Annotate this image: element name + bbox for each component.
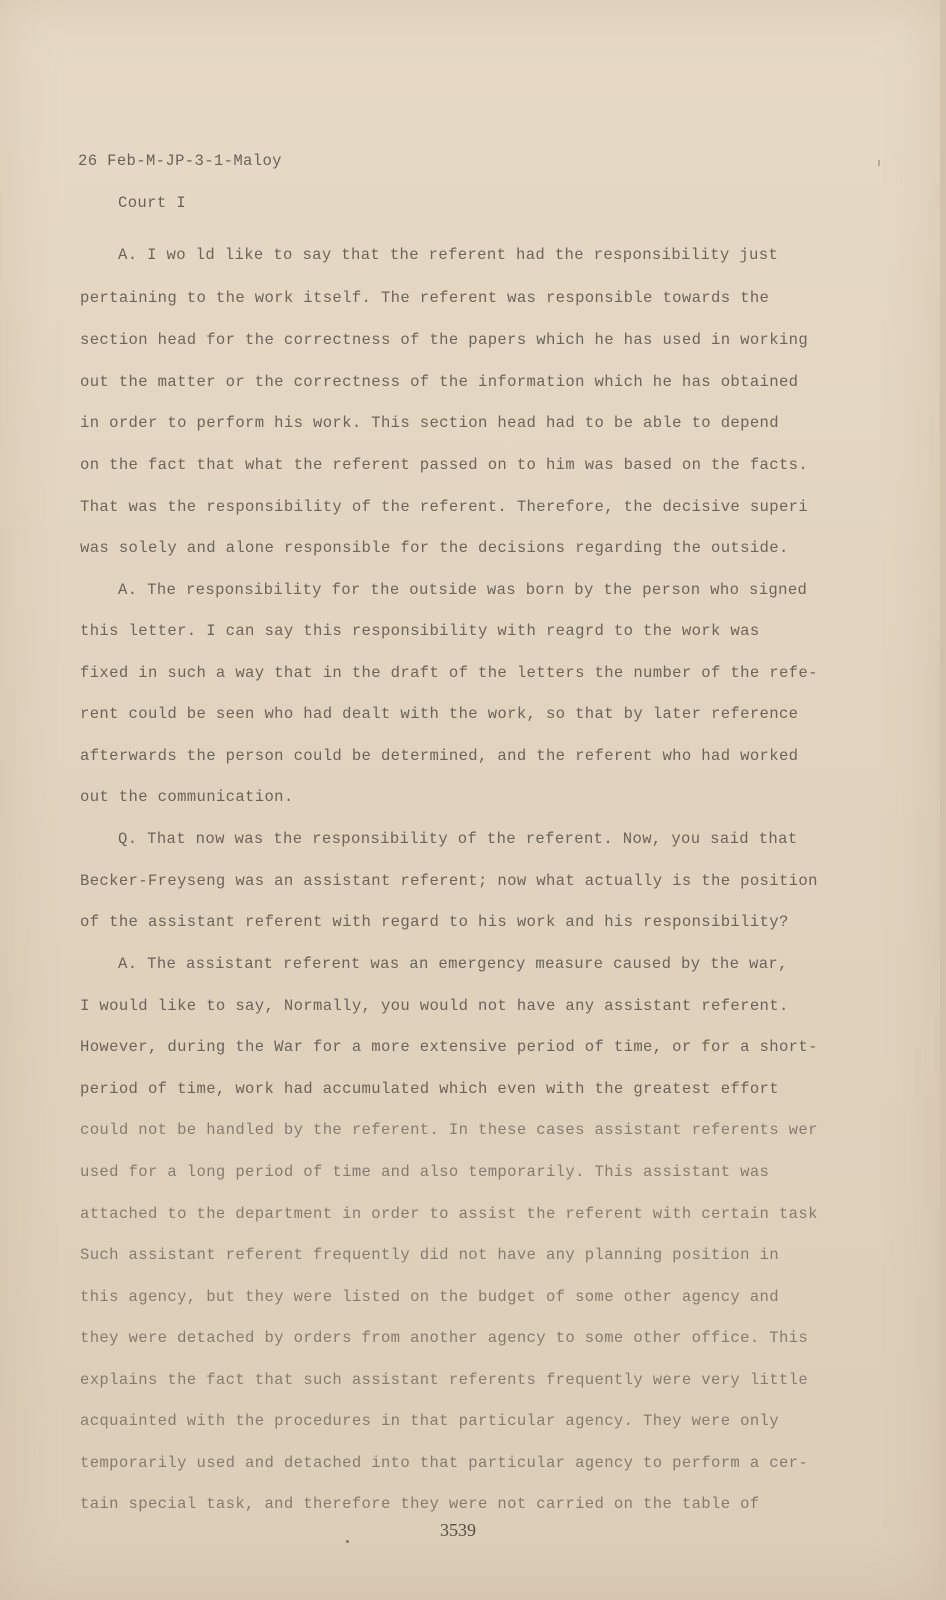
text-line: Becker-Freyseng was an assistant referent; now what actually is the position	[80, 872, 818, 890]
text-line: tain special task, and therefore they were not carried on the table of	[80, 1495, 760, 1513]
text-line: That was the responsibility of the referent. Therefore, the decisive superi	[80, 498, 809, 516]
text-line: afterwards the person could be determined, and the referent who had worked	[80, 747, 799, 765]
text-line: on the fact that what the referent passed on to him was based on the facts.	[80, 456, 809, 474]
text-line: used for a long period of time and also temporarily. This assistant was	[80, 1163, 770, 1181]
text-line: could not be handled by the referent. In these cases assistant referents wer	[80, 1121, 818, 1139]
text-line: I would like to say, Normally, you would not have any assistant referent.	[80, 997, 789, 1015]
page-number: 3539	[440, 1520, 476, 1540]
text-line: they were detached by orders from another agency to some other office. This	[80, 1329, 809, 1347]
ink-dot	[346, 1540, 349, 1543]
text-line: A. I wo ld like to say that the referent had the responsibility just	[118, 246, 779, 264]
text-line: fixed in such a way that in the draft of the letters the number of the refe-	[80, 664, 818, 682]
text-line: temporarily used and detached into that particular agency to perform a cer-	[80, 1454, 809, 1472]
text-line: pertaining to the work itself. The referent was responsible towards the	[80, 289, 770, 307]
text-line: this agency, but they were listed on the budget of some other agency and	[80, 1288, 779, 1306]
text-line: explains the fact that such assistant referents frequently were very little	[80, 1371, 809, 1389]
text-line: was solely and alone responsible for the decisions regarding the outside.	[80, 539, 789, 557]
text-line: rent could be seen who had dealt with the work, so that by later reference	[80, 705, 799, 723]
text-line: However, during the War for a more extensive period of time, or for a short-	[80, 1038, 818, 1056]
text-line: A. The responsibility for the outside was born by the person who signed	[118, 581, 808, 599]
margin-mark	[878, 160, 880, 166]
text-line: period of time, work had accumulated which even with the greatest effort	[80, 1080, 779, 1098]
text-line: of the assistant referent with regard to his work and his responsibility?	[80, 913, 789, 931]
court-label: Court I	[118, 194, 186, 212]
text-line: section head for the correctness of the papers which he has used in working	[80, 331, 809, 349]
text-line: acquainted with the procedures in that particular agency. They were only	[80, 1412, 779, 1430]
text-line: Such assistant referent frequently did not have any planning position in	[80, 1246, 779, 1264]
text-line: in order to perform his work. This section head had to be able to depend	[80, 414, 779, 432]
text-line: out the matter or the correctness of the information which he has obtained	[80, 373, 799, 391]
text-line: out the communication.	[80, 788, 294, 806]
text-line: attached to the department in order to assist the referent with certain task	[80, 1205, 818, 1223]
text-line: A. The assistant referent was an emergency measure caused by the war,	[118, 955, 788, 973]
document-header: 26 Feb-M-JP-3-1-Maloy	[78, 152, 282, 170]
text-line: this letter. I can say this responsibility with reagrd to the work was	[80, 622, 760, 640]
text-line: Q. That now was the responsibility of the referent. Now, you said that	[118, 830, 798, 848]
